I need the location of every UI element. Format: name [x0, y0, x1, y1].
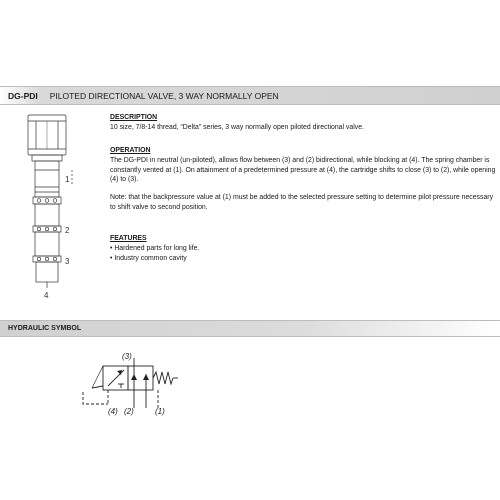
features-heading: FEATURES — [110, 235, 147, 242]
product-title: PILOTED DIRECTIONAL VALVE, 3 WAY NORMALLY OPEN — [49, 90, 279, 101]
features-section — [110, 234, 498, 263]
feature-item: • Industry common cavity — [110, 254, 187, 262]
symbol-label-port2: (2) — [124, 407, 134, 416]
hydraulic-symbol-bar — [0, 320, 500, 337]
product-code: DG-PDI — [8, 90, 38, 101]
cartridge-drawing — [18, 112, 108, 307]
port-label-4: 4 — [44, 291, 49, 300]
hydraulic-symbol-heading: HYDRAULIC SYMBOL — [8, 325, 82, 332]
description-heading: DESCRIPTION — [110, 114, 158, 121]
operation-note: Note: that the backpressure value at (1) must be added to the selected pressure setting to determine pilot pressure necessary to shift valve to second position. — [110, 194, 494, 211]
product-title-bar — [0, 86, 500, 105]
port-label-2: 2 — [65, 226, 70, 235]
hydraulic-symbol — [78, 348, 188, 420]
description-text: 10 size, 7/8-14 thread, “Delta” series, 3 way normally open piloted directional valve. — [110, 123, 364, 131]
operation-section — [110, 146, 498, 213]
operation-heading: OPERATION — [110, 147, 151, 154]
symbol-label-port3: (3) — [122, 352, 132, 361]
feature-item: • Hardened parts for long life. — [110, 244, 200, 252]
symbol-label-port4: (4) — [108, 407, 118, 416]
operation-text: The DG-PDI in neutral (un-piloted), allows flow between (3) and (2) bidirectional, while blocking at (4). The spring chamber is constantly vented at (1). On attainment of a predetermined pressure at (4), the cartridge shifts to close (3) to (2), while opening (4) to (3). — [110, 156, 496, 184]
port-label-1: 1 — [65, 175, 70, 184]
symbol-label-port1: (1) — [155, 407, 165, 416]
description-section — [110, 113, 498, 133]
port-label-3: 3 — [65, 257, 70, 266]
